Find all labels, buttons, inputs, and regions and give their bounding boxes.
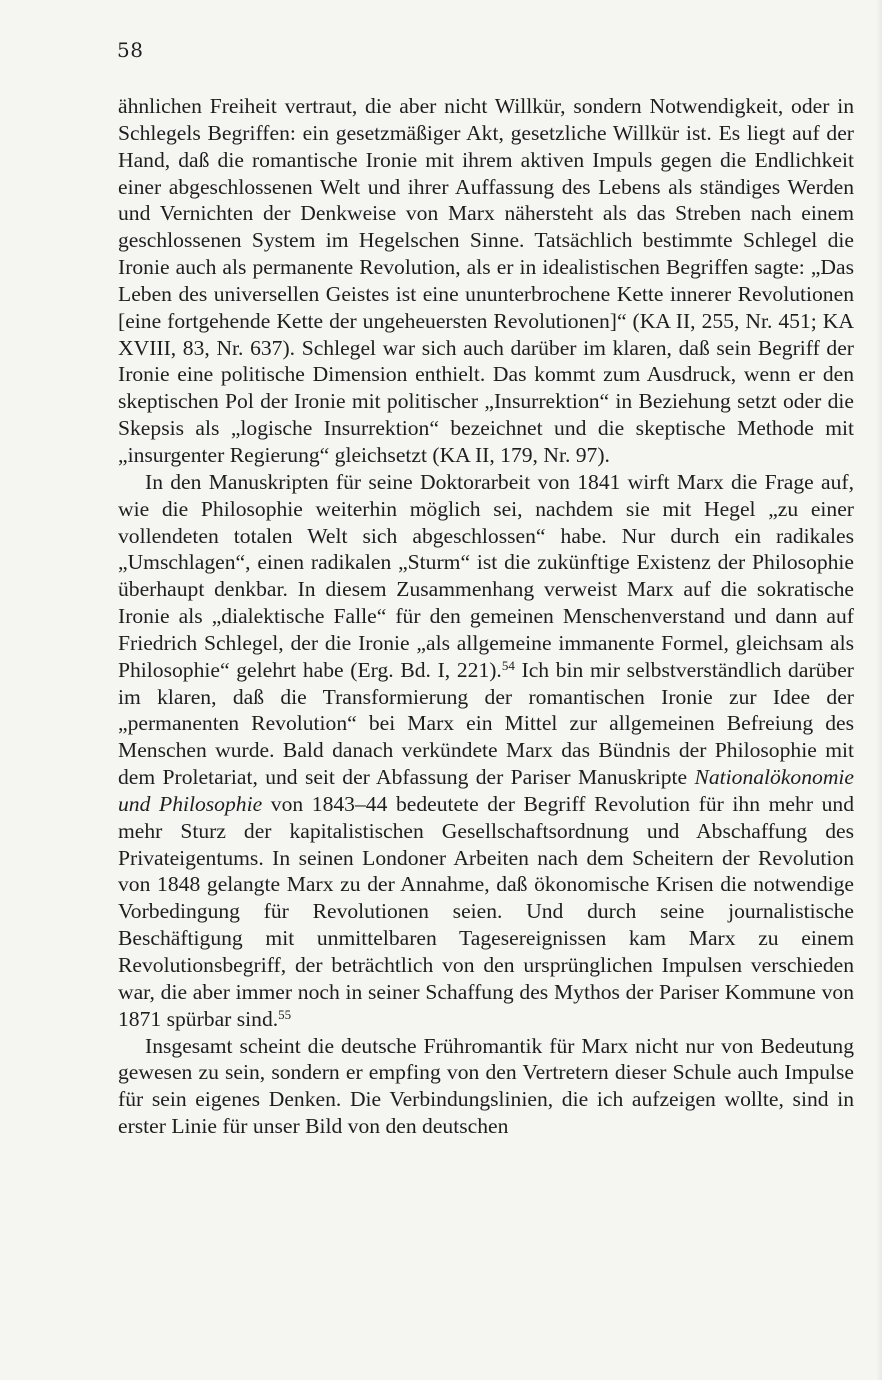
footnote-ref-55: 55 xyxy=(278,1006,292,1022)
paragraph-2-text-c: von 1843–44 bedeutete der Begriff Revolution für ihn mehr und mehr Sturz der kapitalistischen Gesellschaftsordnung und Abschaffung des Privateigentums. In seinen Londoner Arbeiten nach dem Scheitern der Revolution von 1848 gelangte Marx zu der Annahme, daß ökonomische Krisen die notwendige Vorbedingung für Revolutionen seien. Und durch seine journalistische Beschäftigung mit unmittelbaren Tagesereignissen kam Marx zu einem Revolutionsbegriff, der beträchtlich von den ursprünglichen Impulsen verschieden war, die aber immer noch in seiner Schaffung des Mythos der Pariser Kommune von 1871 spürbar sind. xyxy=(118,791,855,1031)
book-title-italic: Nationalökonomie und Philosophie xyxy=(118,765,854,816)
paragraph-3 xyxy=(118,1033,854,1140)
scan-edge-shadow xyxy=(876,0,882,1380)
paragraph-1 xyxy=(118,93,854,469)
body-text xyxy=(118,93,854,1140)
paragraph-1-text: ähnlichen Freiheit vertraut, die aber nicht Willkür, sondern Notwendigkeit, oder in Schlegels Begriffen: ein gesetzmäßiger Akt, gesetzliche Willkür ist. Es liegt auf der Hand, daß die romantische Ironie mit ihrem aktiven Impuls gegen die Endlichkeit einer abgeschlossenen Welt und ihrer Auffassung des Lebens als ständiges Werden und Vernichten der Denkweise von Marx nähersteht als das Streben nach einem geschlossenen System im Hegelschen Sinne. Tatsächlich bestimmte Schlegel die Ironie auch als permanente Revolution, als er in idealistischen Begriffen sagte: „Das Leben des universellen Geistes ist eine ununterbrochene Kette innerer Revolutionen [eine fortgehende Kette der ungeheuersten Revolutionen]“ (KA II, 255, Nr. 451; KA XVIII, 83, Nr. 637). Schlegel war sich auch darüber im klaren, daß sein Begriff der Ironie eine politische Dimension enthielt. Das kommt zum Ausdruck, wenn er den skeptischen Pol der Ironie mit politischer „Insurrektion“ in Beziehung setzt oder die Skepsis als „logische Insurrektion“ bezeichnet und die skeptische Methode mit „insurgenter Regierung“ gleichsetzt (KA II, 179, Nr. 97). xyxy=(118,94,854,467)
paragraph-2-text-b: Ich bin mir selbstverständlich darüber im klaren, daß die Transformierung der romantischen Ironie zur Idee der „permanenten Revolution“ bei Marx ein Mittel zur allgemeinen Befreiung des Menschen wurde. Bald danach verkündete Marx das Bündnis der Philosophie mit dem Proletariat, und seit der Abfassung der Pariser Manuskripte xyxy=(118,657,854,790)
page-number: 58 xyxy=(117,38,144,62)
footnote-ref-54: 54 xyxy=(501,657,515,673)
paragraph-2 xyxy=(118,469,854,1033)
paragraph-2-text-a: In den Manuskripten für seine Doktorarbeit von 1841 wirft Marx die Frage auf, wie die Philosophie weiterhin möglich sei, nachdem sie mit Hegel „zu einer vollendeten totalen Welt sich abgeschlossen“ habe. Nur durch ein radikales „Umschlagen“, einen radikalen „Sturm“ ist die zukünftige Existenz der Philosophie überhaupt denkbar. In diesem Zusammenhang verweist Marx auf die sokratische Ironie als „dialektische Falle“ für den gemeinen Menschenverstand und dann auf Friedrich Schlegel, der die Ironie „als allgemeine immanente Formel, gleichsam als Philosophie“ gelehrt habe (Erg. Bd. I, 221). xyxy=(118,469,854,682)
paragraph-3-text: Insgesamt scheint die deutsche Frühromantik für Marx nicht nur von Bedeutung gewesen zu sein, sondern er empfing von den Vertretern dieser Schule auch Impulse für sein eigenes Denken. Die Verbindungslinien, die ich aufzeigen wollte, sind in erster Linie für unser Bild von den deutschen xyxy=(118,1033,854,1139)
